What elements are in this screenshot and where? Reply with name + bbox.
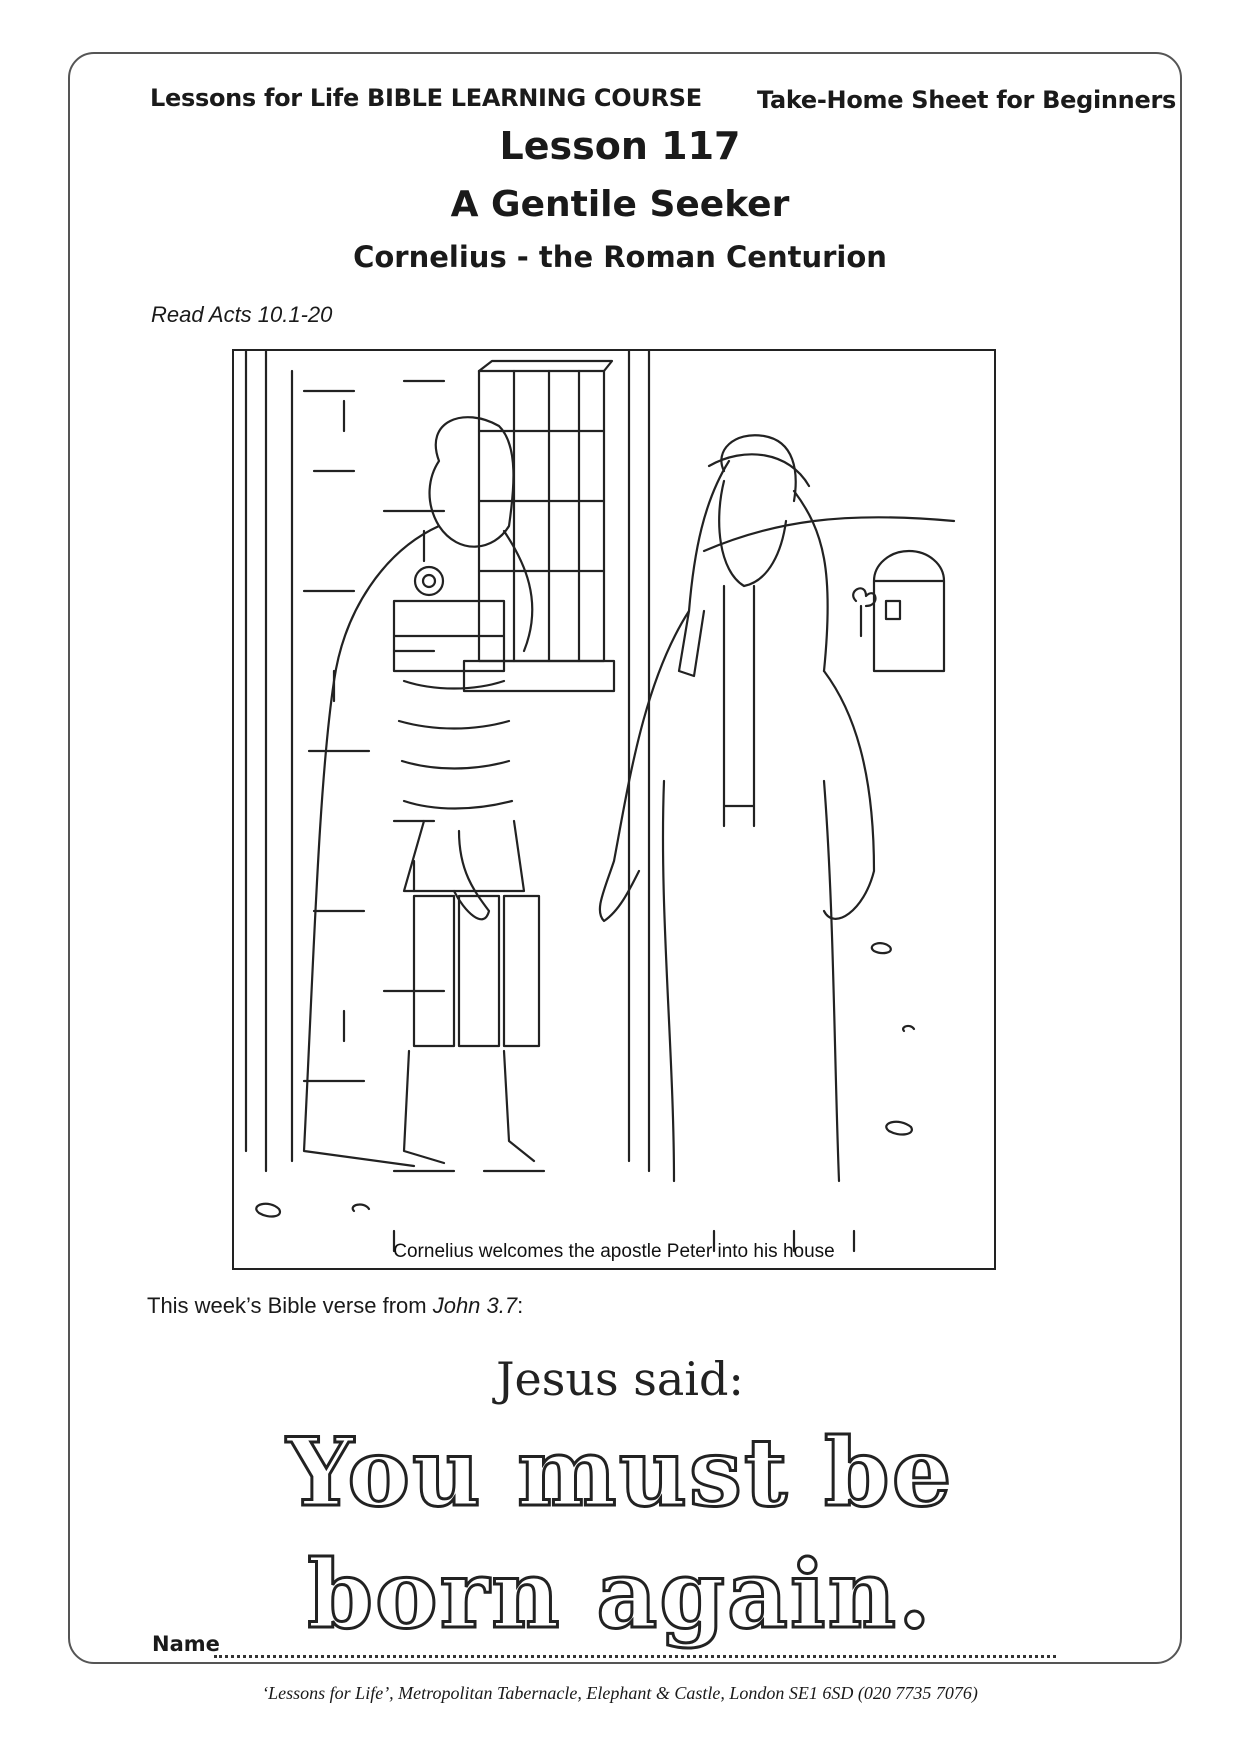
verse-line-2: born again. bbox=[307, 1540, 933, 1650]
reading-reference: Read Acts 10.1-20 bbox=[151, 302, 333, 327]
verse-line-1: You must be bbox=[286, 1418, 954, 1528]
lesson-subtitle: Cornelius - the Roman Centurion bbox=[353, 240, 887, 274]
lesson-title: A Gentile Seeker bbox=[450, 184, 790, 225]
verse-intro-prefix: This week’s Bible verse from bbox=[147, 1293, 433, 1318]
illustration-drawing bbox=[234, 351, 994, 1268]
footer-address: ‘Lessons for Life’, Metropolitan Tabernacle, Elephant & Castle, London SE1 6SD (020 7735 7076) bbox=[262, 1683, 978, 1703]
name-label: Name bbox=[152, 1632, 220, 1656]
sheet-type: Take-Home Sheet for Beginners bbox=[757, 86, 1176, 114]
illustration-caption: Cornelius welcomes the apostle Peter into his house bbox=[393, 1241, 835, 1262]
verse-speaker: Jesus said: bbox=[496, 1352, 744, 1406]
verse-intro-suffix: : bbox=[517, 1293, 524, 1318]
verse-reference: John 3.7 bbox=[432, 1293, 518, 1318]
coloring-illustration bbox=[232, 349, 996, 1270]
lesson-number: Lesson 117 bbox=[499, 124, 741, 168]
verse-intro bbox=[147, 1293, 523, 1319]
name-write-line[interactable] bbox=[214, 1655, 1056, 1658]
course-title: Lessons for Life BIBLE LEARNING COURSE bbox=[150, 84, 702, 112]
